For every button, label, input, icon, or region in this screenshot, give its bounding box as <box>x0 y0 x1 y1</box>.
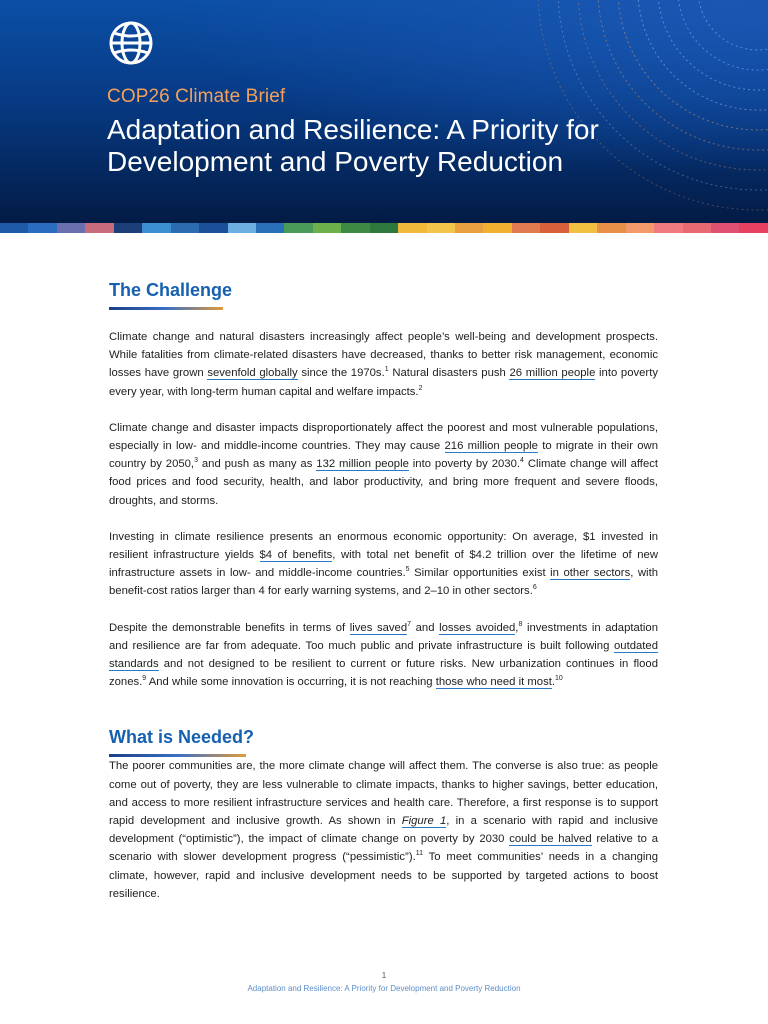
inline-link[interactable]: outdated standards <box>109 639 658 671</box>
stripe-segment <box>341 223 369 233</box>
inline-link[interactable]: 26 million people <box>509 367 596 380</box>
stripe-segment <box>171 223 199 233</box>
stripe-segment <box>455 223 483 233</box>
stripe-segment <box>483 223 511 233</box>
footnote-ref: 3 <box>194 457 198 465</box>
stripe-segment <box>28 223 56 233</box>
stripe-segment <box>711 223 739 233</box>
text-run: To meet communities’ needs in a changing climate, however, rapid and inclusive development needs to be supported by targeted actions to boost resilience. <box>109 851 658 900</box>
inline-link[interactable]: 216 million people <box>444 440 538 453</box>
text-run: , <box>515 621 519 634</box>
page-number: 1 <box>381 971 387 980</box>
text-run: and not designed to be resilient to current or future risks. New urbanization continues in flood zones. <box>109 658 658 689</box>
text-run: , in a scenario with rapid and inclusive development (“optimistic”), the impact of climate change on poverty by 2030 <box>109 815 658 846</box>
page-title: Adaptation and Resilience: A Priority for Development and Poverty Reduction <box>107 114 599 177</box>
footnote-ref: 2 <box>418 384 423 392</box>
text-run: and push as many as <box>197 458 317 471</box>
text-run: . <box>551 676 556 689</box>
inline-link[interactable]: sevenfold globally <box>207 367 298 380</box>
text-run: and <box>411 621 440 634</box>
text-run: relative to a scenario with slower development progress (“pessimistic”). <box>109 833 659 864</box>
inline-link[interactable]: could be halved <box>509 833 592 846</box>
stripe-segment <box>284 223 312 233</box>
inline-link[interactable]: lives saved <box>349 621 408 634</box>
inline-link[interactable]: those who need it most <box>435 676 552 689</box>
globe-logo-icon <box>106 20 156 66</box>
text-run: into poverty by 2030. <box>408 458 520 471</box>
section-heading-challenge: The Challenge <box>109 280 233 300</box>
body-paragraph <box>109 619 658 692</box>
footnote-ref: 4 <box>520 457 524 465</box>
text-run: Despite the demonstrable benefits in terms of <box>109 621 350 634</box>
stripe-segment <box>370 223 398 233</box>
section-heading-needed: What is Needed? <box>109 727 255 748</box>
heading-underline <box>109 307 223 310</box>
stripe-segment <box>654 223 682 233</box>
stripe-segment <box>313 223 341 233</box>
inline-link[interactable]: Figure 1 <box>401 815 447 828</box>
text-run: The poorer communities are, the more climate change will affect them. The converse is also true: as people come out of poverty, they are less vulnerable to climate impacts, thanks to higher savings, better education, and access to more resilient infrastructure services and health care. Therefore, a first response is to support rapid development and inclusive growth. As shown in <box>109 760 658 828</box>
text-run: Similar opportunities exist <box>409 567 551 580</box>
stripe-segment <box>540 223 568 233</box>
brief-kicker: COP26 Climate Brief <box>107 86 286 107</box>
stripe-segment <box>256 223 284 233</box>
text-run: Climate change will affect food prices and food security, health, and labor productivity, and bring more frequent and severe floods, droughts, and storms. <box>109 458 659 507</box>
stripe-segment <box>114 223 142 233</box>
text-run: into poverty every year, with long-term human capital and welfare impacts. <box>109 367 658 398</box>
stripe-segment <box>626 223 654 233</box>
footnote-ref: 6 <box>532 584 537 592</box>
inline-link[interactable]: in other sectors <box>550 567 631 580</box>
text-run: , with benefit-cost ratios larger than 4 for early warning systems, and 2–10 in other sectors. <box>109 567 658 598</box>
footnote-ref: 5 <box>405 566 410 574</box>
text-run: , with total net benefit of $4.2 trillion over the lifetime of new infrastructure assets in low- and middle-income countries. <box>109 549 658 580</box>
footnote-ref: 10 <box>555 675 563 683</box>
inline-link[interactable]: 132 million people <box>316 458 409 471</box>
color-stripe <box>0 223 768 233</box>
footer-title: Adaptation and Resilience: A Priority for Development and Poverty Reduction <box>247 984 521 993</box>
stripe-segment <box>142 223 170 233</box>
text-run: Climate change and disaster impacts disproportionately affect the poorest and most vulnerable populations, especially in low- and middle-income countries. They may cause <box>109 421 658 453</box>
stripe-segment <box>199 223 227 233</box>
stripe-segment <box>512 223 540 233</box>
stripe-segment <box>569 223 597 233</box>
main-content <box>109 262 658 903</box>
decorative-dotted-arcs <box>508 0 768 223</box>
stripe-segment <box>739 223 767 233</box>
text-run: since the 1970s. <box>297 367 385 380</box>
needed-body <box>109 757 658 903</box>
stripe-segment <box>0 223 28 233</box>
text-run: investments in adaptation and resilience are far from adequate. Too much public and private infrastructure is built following <box>109 621 659 652</box>
page-footer <box>0 971 768 993</box>
footnote-ref: 9 <box>142 675 147 683</box>
stripe-segment <box>597 223 625 233</box>
stripe-segment <box>85 223 113 233</box>
stripe-segment <box>228 223 256 233</box>
stripe-segment <box>683 223 711 233</box>
body-paragraph <box>109 757 658 903</box>
footnote-ref: 7 <box>407 620 412 628</box>
text-run: Climate change and natural disasters increasingly affect people’s well-being and development prospects. While fatalities from climate-related disasters have decreased, thanks to better risk management, economic losses have grown <box>109 331 658 380</box>
stripe-segment <box>57 223 85 233</box>
text-run: Natural disasters push <box>388 367 510 380</box>
challenge-body <box>109 328 658 691</box>
text-run: Investing in climate resilience presents an enormous economic opportunity: On average, $1 invested in resilient infrastructure yields <box>109 530 658 562</box>
footnote-ref: 8 <box>518 620 523 628</box>
stripe-segment <box>427 223 455 233</box>
cover-header <box>0 0 768 223</box>
footnote-ref: 11 <box>415 850 424 858</box>
inline-link[interactable]: losses avoided <box>439 621 516 634</box>
body-paragraph <box>109 419 658 510</box>
footnote-ref: 1 <box>384 366 389 374</box>
text-run: to migrate in their own country by 2050, <box>109 440 658 471</box>
text-run: And while some innovation is occurring, it is not reaching <box>146 676 436 689</box>
inline-link[interactable]: $4 of benefits <box>259 549 333 562</box>
body-paragraph <box>109 528 658 601</box>
stripe-segment <box>398 223 426 233</box>
body-paragraph <box>109 328 658 401</box>
